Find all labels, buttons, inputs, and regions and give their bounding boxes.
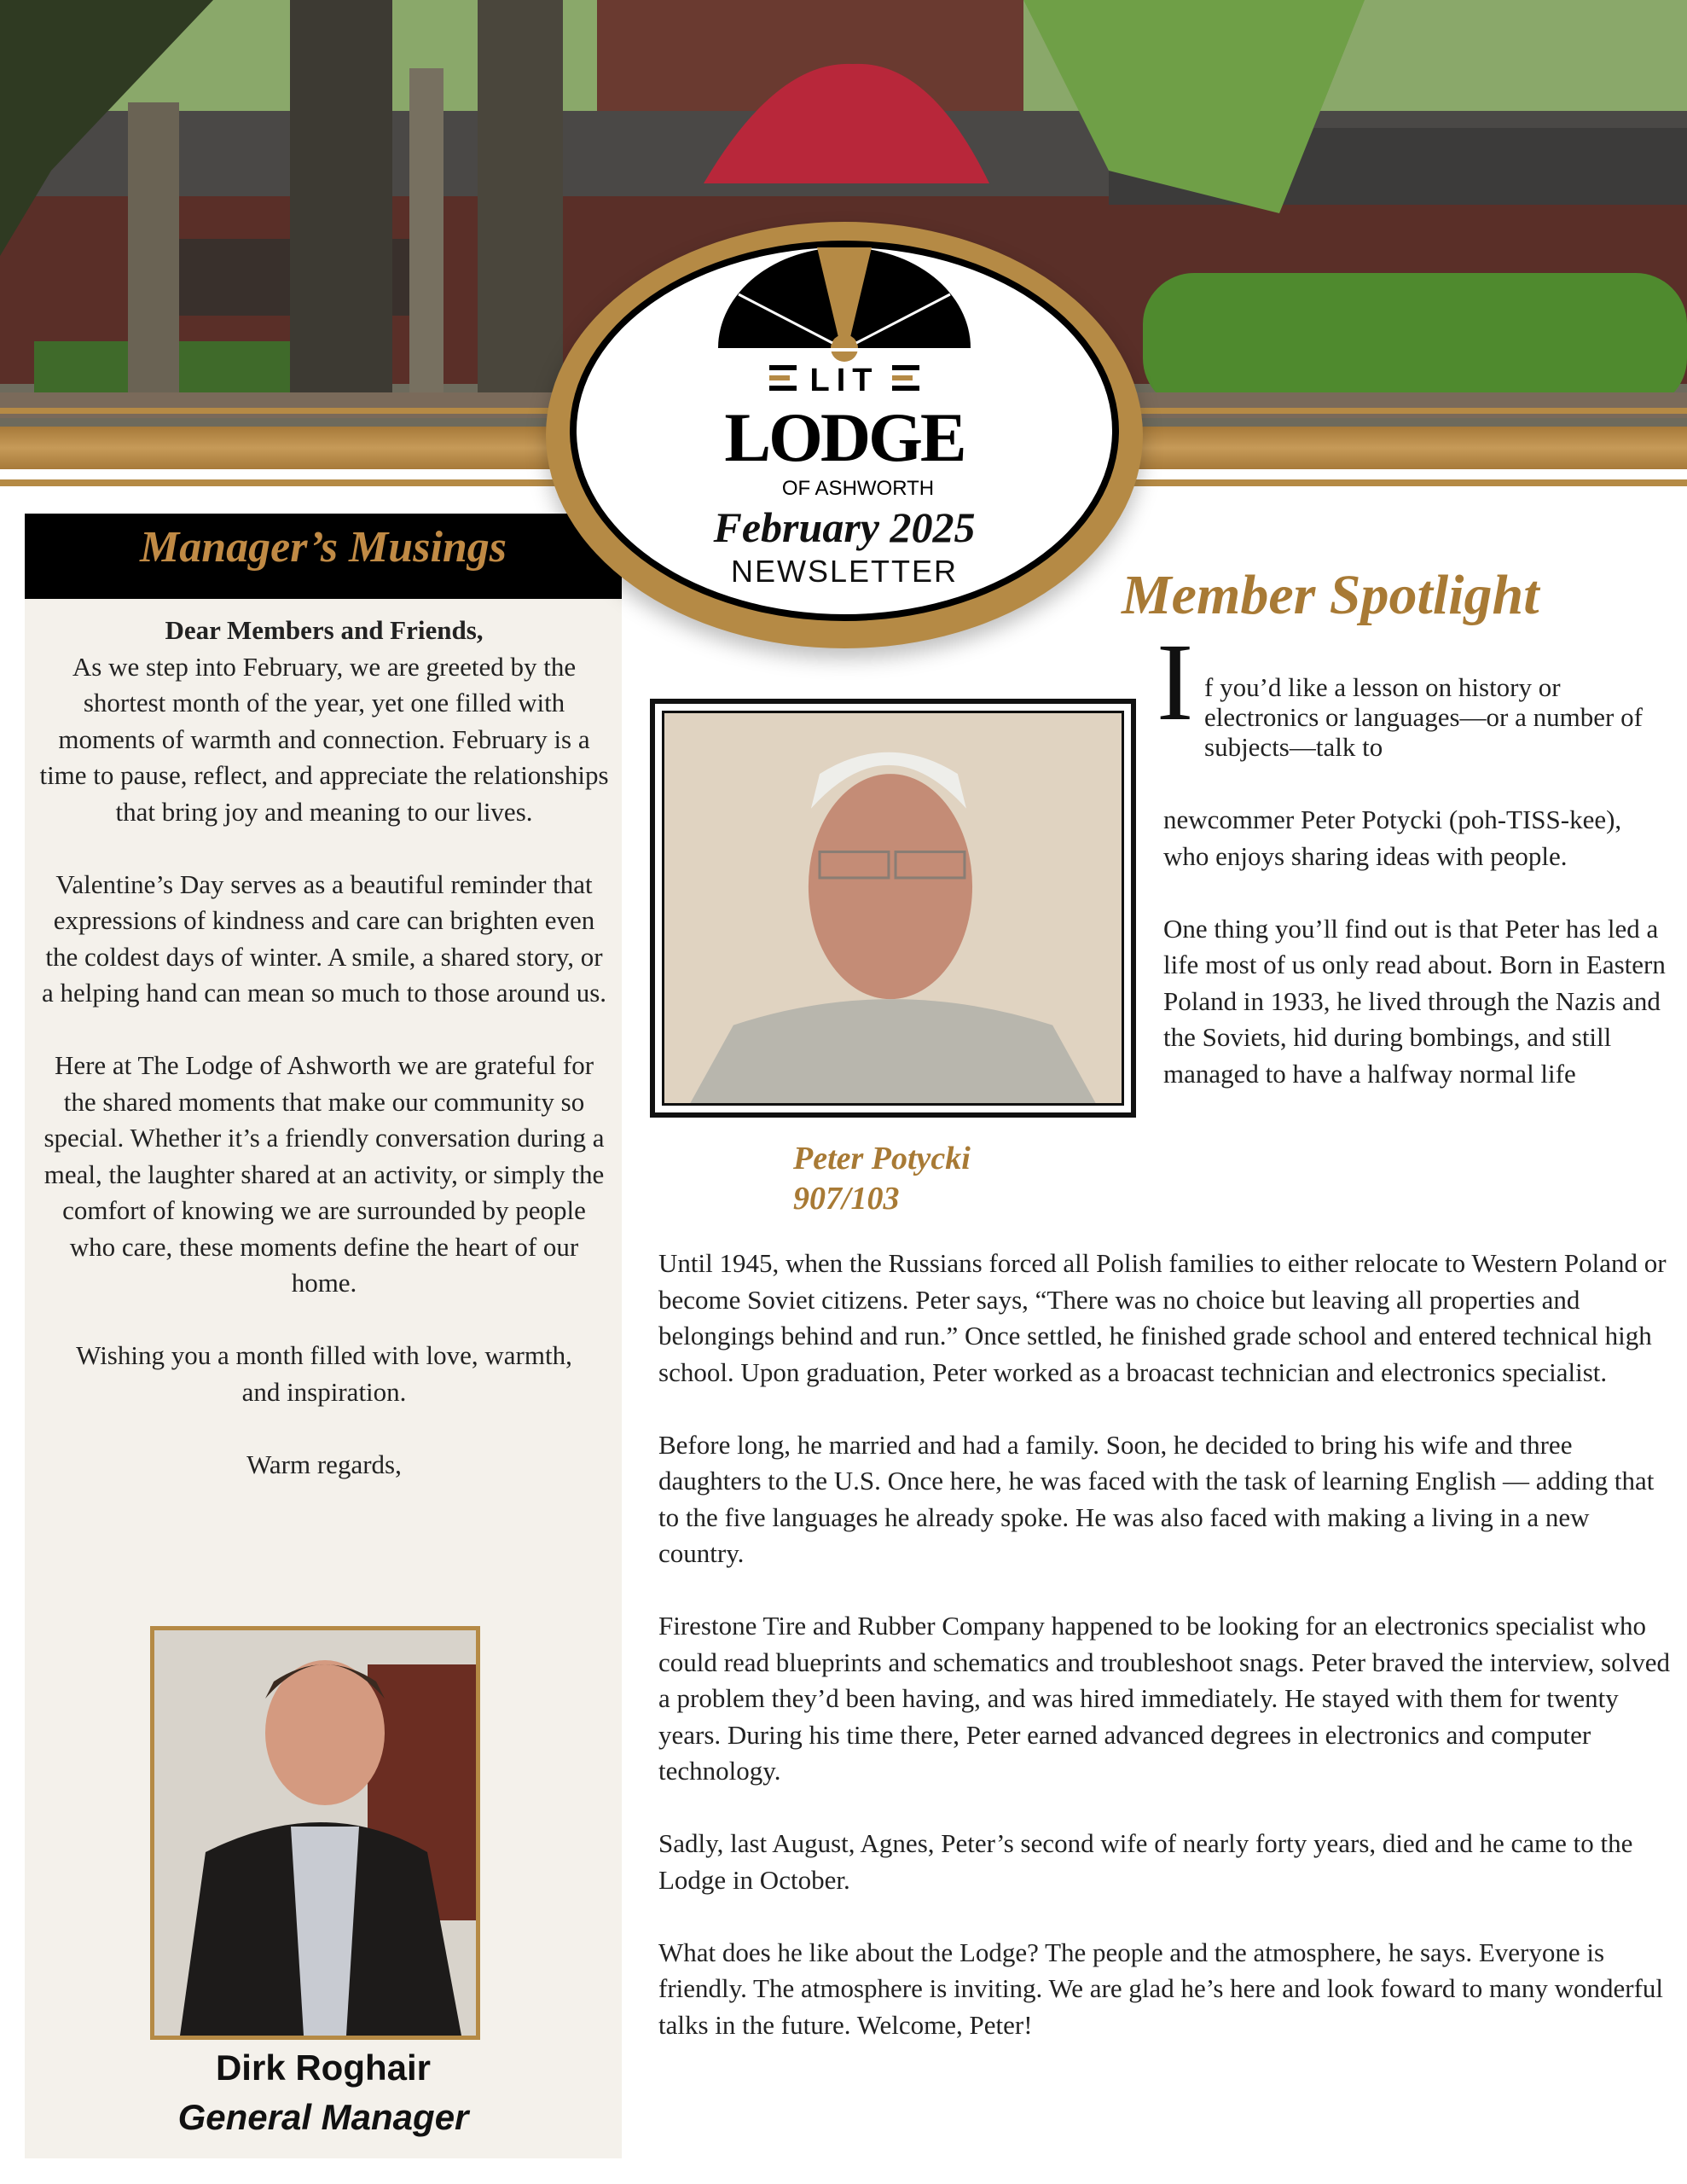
logo-badge: [570, 241, 1119, 621]
spotlight-paragraph: Sadly, last August, Agnes, Peter’s second wife of nearly forty years, died and he came to the Lodge in October.: [658, 1828, 1633, 1895]
spotlight-paragraph: Until 1945, when the Russians forced all Polish families to either relocate to Western Poland or become Soviet citizens. Peter says, “There was no choice but leaving all properties and belongings behind and run.” Once settled, he finished grade school and entered technical high school. Upon graduation, Peter worked as a broacast technician and electronics specialist.: [658, 1248, 1667, 1387]
letter-paragraph: Wishing you a month filled with love, warmth, and inspiration.: [76, 1340, 572, 1407]
managers-musings-title: Manager’s Musings: [139, 523, 507, 572]
letter-paragraph: As we step into February, we are greeted by the shortest month of the year, yet one filled with moments of warmth and connection. February is a time to pause, reflect, and appreciate the relationships that bring joy and meaning to our lives.: [39, 651, 609, 827]
elite-lodge-logo: [577, 247, 1112, 503]
svg-text:OF ASHWORTH: OF ASHWORTH: [781, 477, 935, 500]
member-caption: [793, 1139, 971, 1219]
letter-paragraph: Here at The Lodge of Ashworth we are grateful for the shared moments that make our community so special. Whether it’s a friendly conversation during a meal, the laughter shared at an activity, or simply the comfort of knowing we are surrounded by people who care, these moments define the heart of our home.: [43, 1050, 605, 1298]
spotlight-paragraph: Before long, he married and had a family. Soon, he decided to bring his wife and three daughters to the U.S. Once here, he was faced with the task of learning English — adding that to the five languages he already spoke. He was also faced with making a living in a new country.: [658, 1429, 1655, 1568]
member-name: Peter Potycki: [793, 1141, 971, 1176]
managers-letter: [38, 613, 610, 1519]
spotlight-paragraph: Firestone Tire and Rubber Company happened to be looking for an electronics specialist who could read blueprints and schematics and troubleshoot snags. Peter braved the interview, solved a problem they’d been having, and was hired immediately. He stayed with them for twenty years. During his time there, Peter earned advanced degrees in electronics and computer technology.: [658, 1611, 1670, 1786]
issue-date: February 2025: [713, 503, 976, 551]
manager-photo: [150, 1626, 480, 2040]
svg-text:LODGE: LODGE: [724, 398, 965, 476]
spotlight-paragraph: One thing you’ll find out is that Peter has led a life most of us only read about. Born in Eastern Poland in 1933, he lived through the Nazis and the Soviets, hid during bombings, and still managed to have a halfway normal life: [1163, 913, 1666, 1089]
svg-text:LIT: LIT: [809, 363, 879, 398]
letter-greeting: Dear Members and Friends,: [165, 615, 484, 645]
spotlight-paragraph: What does he like about the Lodge? The people and the atmosphere, he says. Everyone is friendly. The atmosphere is inviting. We are glad he’s here and look foward to many wonderful talks in the future. Welcome, Peter!: [658, 1937, 1664, 2040]
member-photo: [662, 711, 1124, 1106]
newsletter-label: NEWSLETTER: [730, 554, 959, 589]
member-spotlight-title: Member Spotlight: [1122, 564, 1539, 626]
spotlight-intro: f you’d like a lesson on history or electronics or languages—or a number of subjects—talk to: [1204, 672, 1643, 762]
spotlight-column: [1163, 802, 1667, 1129]
manager-role: General Manager: [177, 2097, 469, 2137]
drop-cap: I: [1157, 621, 1194, 744]
member-room: 907/103: [793, 1181, 900, 1217]
spotlight-body: [658, 1246, 1673, 2080]
letter-signoff: Warm regards,: [246, 1449, 402, 1479]
spotlight-paragraph: newcommer Peter Potycki (poh-TISS-kee), who enjoys sharing ideas with people.: [1163, 804, 1622, 871]
letter-paragraph: Valentine’s Day serves as a beautiful reminder that expressions of kindness and care can brighten even the coldest days of winter. A smile, a shared story, or a helping hand can mean so much to those around us.: [41, 868, 607, 1008]
manager-name: Dirk Roghair: [215, 2048, 432, 2088]
member-photo-frame: [650, 699, 1136, 1118]
